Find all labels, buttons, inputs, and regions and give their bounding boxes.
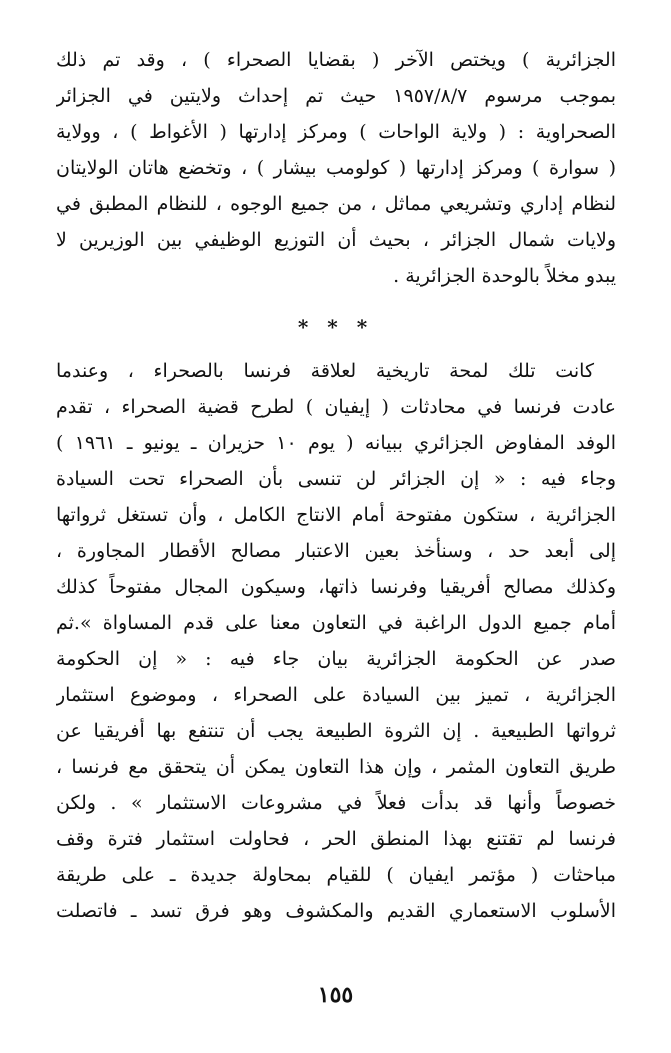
- paragraph-line: وجاء فيه : « إن الجزائر لن تنسى بأن الصحراء تحت السيادة: [56, 468, 616, 490]
- paragraph-1: [56, 42, 616, 294]
- section-separator: * * *: [297, 315, 374, 339]
- paragraph-line: الوفد المفاوض الجزائري ببيانه ( يوم ١٠ حزيران ـ يونيو ـ ١٩٦١ ): [56, 432, 616, 454]
- paragraph-line: ثرواتها الطبيعية . إن الثروة الطبيعة يجب أن تنتفع بها أفريقيا عن: [56, 720, 616, 742]
- paragraph-line: صدر عن الحكومة الجزائرية بيان جاء فيه : « إن الحكومة: [56, 648, 616, 670]
- paragraph-line: خصوصاً وأنها قد بدأت فعلاً في مشروعات الاستثمار » . ولكن: [56, 792, 616, 814]
- paragraph-line: الجزائرية ، ستكون مفتوحة أمام الانتاج الكامل ، وأن تستغل ثرواتها: [56, 504, 616, 526]
- paragraph-line: الصحراوية : ( ولاية الواحات ) ومركز إدارتها ( الأغواط ) ، وولاية: [56, 121, 616, 143]
- paragraph-line: ولايات شمال الجزائر ، بحيث أن التوزيع الوظيفي بين الوزيرين لا: [56, 229, 616, 251]
- paragraph-line: بموجب مرسوم ١٩٥٧/٨/٧ حيث تم إحداث ولايتين في الجزائر: [56, 85, 616, 107]
- paragraph-2: [56, 353, 616, 929]
- paragraph-line: ( سوارة ) ومركز إدارتها ( كولومب بيشار ) ، وتخضع هاتان الولايتان: [56, 157, 616, 179]
- paragraph-line: كانت تلك لمحة تاريخية لعلاقة فرنسا بالصحراء ، وعندما: [56, 360, 594, 382]
- paragraph-line: عادت فرنسا في محادثات ( إيفيان ) لطرح قضية الصحراء ، تقدم: [56, 396, 616, 418]
- paragraph-line: لنظام إداري وتشريعي مماثل ، من جميع الوجوه ، للنظام المطبق في: [56, 193, 616, 215]
- paragraph-line: وكذلك مصالح أفريقيا وفرنسا ذاتها، وسيكون المجال مفتوحاً كذلك: [56, 576, 616, 598]
- paragraph-line: الأسلوب الاستعماري القديم والمكشوف وهو فرق تسد ـ فاتصلت: [56, 900, 616, 922]
- paragraph-line: الجزائرية ) ويختص الآخر ( بقضايا الصحراء ) ، وقد تم ذلك: [56, 49, 616, 71]
- paragraph-line: أمام جميع الدول الراغبة في التعاون معنا على قدم المساواة ».ثم: [56, 612, 616, 634]
- paragraph-line: الجزائرية ، تميز بين السيادة على الصحراء ، وموضوع استثمار: [56, 684, 616, 706]
- page-number: ١٥٥: [317, 982, 354, 1008]
- paragraph-line: طريق التعاون المثمر ، وإن هذا التعاون يمكن أن يتحقق مع فرنسا ،: [56, 756, 616, 778]
- paragraph-line: إلى أبعد حد ، وسنأخذ بعين الاعتبار مصالح الأقطار المجاورة ،: [56, 540, 616, 562]
- paragraph-line: مباحثات ( مؤتمر ايفيان ) للقيام بمحاولة جديدة ـ على طريقة: [56, 864, 616, 886]
- paragraph-line: فرنسا لم تقتنع بهذا المنطق الحر ، فحاولت استثمار فترة وقف: [56, 828, 616, 850]
- paragraph-line: يبدو مخلاً بالوحدة الجزائرية .: [393, 265, 616, 287]
